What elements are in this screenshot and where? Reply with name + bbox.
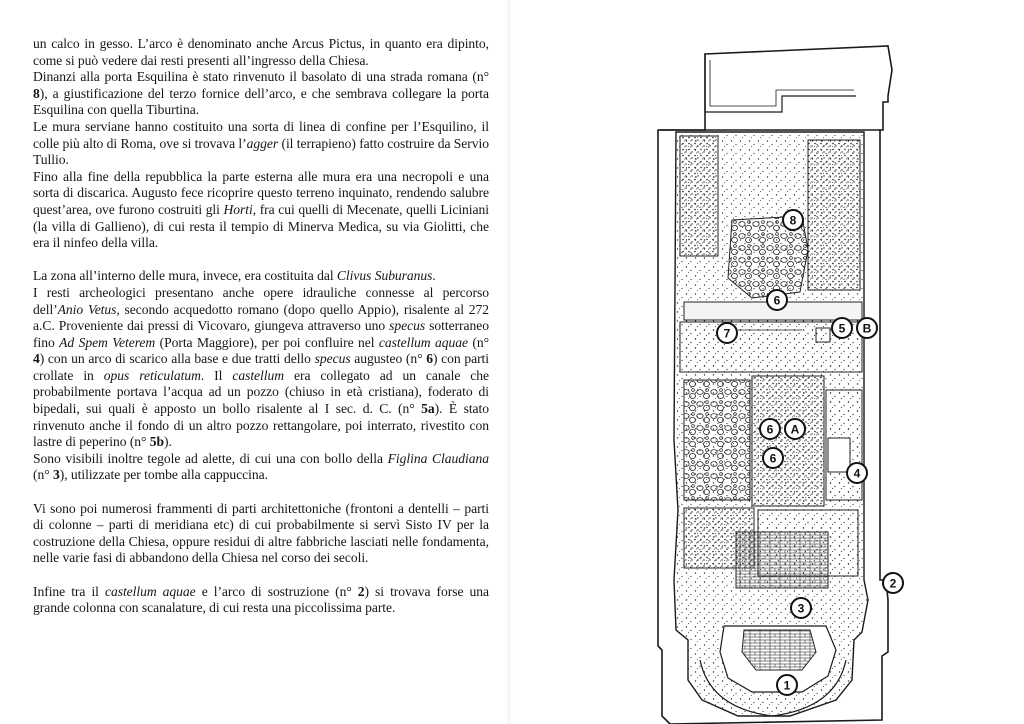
reference-number: 2 [357,583,365,599]
latin-term: Clivus Suburanus [336,268,433,284]
text-run: Fino alla fine della repubblica la parte esterna alle mura era una necropoli e una sorta di discarica. Augusto fece ricoprire questo terreno inquinato, rendendo salubre quest’area, ove furono costruiti gli [33,168,489,217]
text-run: sotterraneo fino [33,318,489,350]
text-run: Dinanzi alla porta Esquilina è stato rinvenuto il basolato di una strada romana (n° [33,69,489,85]
reference-number: 5a [421,401,435,417]
marker-label-4: 4 [853,466,861,481]
paragraph [33,501,489,567]
marker-label-1: 1 [783,678,791,693]
latin-term: castellum [232,367,285,383]
text-run: , fra cui quelli di Mecenate, quelli Liciniani (la villa di Gallieno), di cui resta il tempio di Minerva Medica, su via Giolitti, che era il ninfeo della villa. [33,201,489,251]
paragraph [33,119,489,169]
paragraph [33,169,489,252]
marker-7 [717,323,737,343]
latin-term: agger [246,135,279,151]
page-fold [505,0,513,724]
text-run: Vi sono poi numerosi frammenti di parti architettoniche (frontoni a dentelli – parti di colonne – parti di meridiana etc) di cui probabilmente si servì Sisto IV per la costruzione della Chiesa, oppure residui di altre fabbriche lasciati nelle fondamenta, nelle varie fasi di abbandono della Chiesa nel corso dei secoli. [33,500,489,566]
reference-number: 4 [33,351,40,367]
marker-label-7: 7 [723,326,731,341]
marker-2 [883,573,903,593]
marker-5 [832,318,852,338]
text-run: (n° [33,467,53,483]
marker-label-6a: 6 [773,293,781,308]
latin-term: castellum aquae [104,583,196,599]
text-run: (n° [467,334,490,350]
text-run: era collegato ad un canale che probabilmente portava l’acqua ad un pozzo (chiuso in età cristiana), foderato di bipedali, sui quali è apposto un bollo risalente al I sec. d. C. (n° [33,367,490,417]
text-run: augusteo (n° [350,351,427,367]
text-run: ) con parti crollate in [33,351,490,383]
marker-label-5: 5 [838,321,846,336]
text-run: Infine tra il [33,583,105,599]
text-run: ). È stato rinvenuto anche il fondo di un altro pozzo rettangolare, poi interrato, rivestito con lastre di peperino (n° [33,401,489,450]
reference-number: 6 [426,351,433,367]
reference-number: 3 [52,467,60,483]
archaeological-plan [640,40,910,724]
reference-number: 8 [33,85,40,101]
text-run: ) si trovava forse una grande colonna con scanalature, di cui resta una piccolissima parte. [33,583,489,616]
marker-3 [791,598,811,618]
text-run: . Il [200,367,233,383]
text-run: e l’arco di sostruzione (n° [195,583,358,599]
marker-6-lower [763,448,783,468]
marker-6-middle [760,419,780,439]
marker-label-2: 2 [889,576,897,591]
paragraph [33,451,489,484]
text-run: , secondo acquedotto romano (dopo quello Appio), risalente al 272 a.C. Proveniente dai pressi di Vicovaro, giungeva attraverso uno [33,301,489,334]
text-run: (Porta Maggiore), per poi confluire nel [155,334,379,350]
paragraph [33,69,489,119]
paragraph [33,285,489,451]
latin-term: castellum aquae [378,334,468,350]
marker-8 [783,210,803,230]
marker-1 [777,675,797,695]
latin-term: specus [389,318,426,334]
text-run: un calco in gesso. L’arco è denominato anche Arcus Pictus, in quanto era dipinto, come si può vedere dai resti presenti all’ingresso della Chiesa. [33,36,489,68]
text-run: ) con un arco di scarico alla base e due tratti dello [39,351,315,367]
marker-A [785,419,805,439]
text-run: I resti archeologici presentano anche opere idrauliche connesse al percorso dell’ [33,284,489,317]
text-run: ). [164,434,172,450]
latin-term: Figlina Claudiana [387,450,489,466]
reference-number: 5b [149,434,165,450]
latin-term: Ad Spem Veterem [59,334,156,350]
paragraph [33,584,489,617]
text-run: La zona all’interno delle mura, invece, era costituita dal [33,268,337,284]
marker-label-B: B [862,321,872,336]
latin-term: specus [314,351,351,367]
marker-6-upper [767,290,787,310]
text-run: (il terrapieno) fatto costruire da Servio Tullio. [33,135,489,168]
marker-label-6c: 6 [769,451,777,466]
marker-label-6b: 6 [766,422,774,437]
text-column [33,36,489,633]
text-run: Sono visibili inoltre tegole ad alette, di cui una con bollo della [33,450,388,466]
text-run: . [432,268,436,284]
marker-B [857,318,877,338]
latin-term: opus reticulatum [103,367,201,383]
text-run: ), a giustificazione del terzo fornice dell’arco, e che sembrava collegare la porta Esquilina con quella Tiburtina. [33,85,489,118]
paragraph [33,36,489,69]
plan-drawing [640,40,910,724]
paragraph [33,268,489,285]
text-run: ), utilizzate per tombe alla cappuccina. [59,467,268,483]
marker-label-3: 3 [797,601,805,616]
latin-term: Anio Vetus [57,301,117,317]
latin-term: Horti [223,201,253,217]
text-run: Le mura serviane hanno costituito una sorta di linea di confine per l’Esquilino, il colle più alto di Roma, ove si trovava l’ [33,118,489,151]
marker-label-A: A [790,422,800,437]
marker-label-8: 8 [789,213,797,228]
marker-4 [847,463,867,483]
